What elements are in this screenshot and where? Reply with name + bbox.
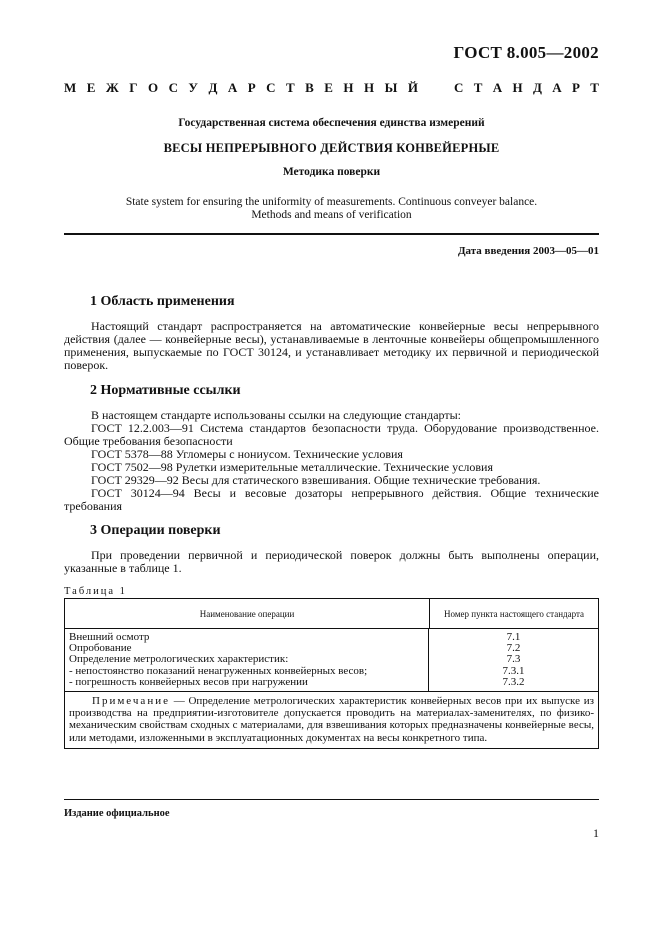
- document-number: ГОСТ 8.005—2002: [453, 43, 599, 62]
- table-row-operation: - непостоянство показаний ненагруженных конвейерных весов;: [69, 664, 368, 677]
- table-row-clause: 7.3: [506, 653, 521, 666]
- table-row-operation: - погрешность конвейерных весов при нагружении: [69, 675, 308, 688]
- page-number: 1: [593, 826, 599, 840]
- section-1-heading: 1 Область применения: [90, 294, 235, 309]
- system-title: Государственная система обеспечения единства измерений: [178, 117, 485, 129]
- table-row-clause: 7.2: [506, 642, 521, 655]
- reference-item: ГОСТ 29329—92 Весы для статического взвешивания. Общие технические требования.: [91, 473, 541, 487]
- document-title: ВЕСЫ НЕПРЕРЫВНОГО ДЕЙСТВИЯ КОНВЕЙЕРНЫЕ: [163, 141, 500, 155]
- english-title-line-1: State system for ensuring the uniformity of measurements. Continuous conveyer balance.: [125, 196, 538, 208]
- reference-item: ГОСТ 5378—88 Угломеры с нониусом. Технические условия: [91, 447, 403, 461]
- operations-table: [64, 598, 599, 749]
- reference-item: ГОСТ 7502—98 Рулетки измерительные металлические. Технические условия: [91, 460, 493, 474]
- table-body: [65, 629, 598, 692]
- reference-item: ГОСТ 30124—94 Весы и весовые дозаторы непрерывного действия. Общие технические требования: [64, 486, 599, 513]
- section-1-paragraph: Настоящий стандарт распространяется на автоматические конвейерные весы непрерывного действия (далее — конвейерные весы), устанавливаемые в ленточные конвейеры общепромышленного применения, выпускаемые по ГОСТ 30124, и устанавливает методику их первичной и периодической поверок.: [64, 319, 599, 372]
- clause-column: [429, 632, 598, 688]
- table-note: [65, 692, 598, 748]
- table-row-operation: Определение метрологических характеристик:: [69, 653, 289, 666]
- column-header-clause: Номер пункта настоящего стандарта: [443, 608, 584, 619]
- english-title: [64, 196, 599, 222]
- official-edition-label: Издание официальное: [64, 808, 170, 819]
- section-3-paragraph: При проведении первичной и периодической поверок должны быть выполнены операции, указанные в таблице 1.: [64, 548, 599, 575]
- document-subtitle: Методика поверки: [282, 166, 381, 178]
- section-2-lead: В настоящем стандарте использованы ссылки на следующие стандарты:: [91, 408, 462, 422]
- footer-divider: [64, 799, 599, 800]
- table-header-row: [65, 599, 598, 629]
- table-caption: Таблица 1: [64, 586, 127, 597]
- note-label: Примечание: [92, 695, 170, 708]
- table-row-operation: Опробование: [69, 642, 132, 655]
- table-row-clause: 7.3.2: [502, 675, 525, 688]
- table-row-operation: Внешний осмотр: [69, 631, 150, 643]
- reference-item: ГОСТ 12.2.003—91 Система стандартов безопасности труда. Оборудование производственное. Общие требования безопасности: [64, 421, 599, 448]
- table-row-clause: 7.1: [506, 631, 521, 643]
- banner-word-interstate: М Е Ж Г О С У Д А Р С Т В Е Н Н Ы Й: [64, 80, 418, 95]
- english-title-line-2: Methods and means of verification: [251, 209, 412, 221]
- introduction-date: Дата введения 2003—05—01: [457, 245, 599, 257]
- standard-type-banner: [64, 80, 599, 96]
- operation-column: [65, 629, 429, 691]
- section-2-heading: 2 Нормативные ссылки: [90, 383, 241, 398]
- note-text: — Определение метрологических характеристик конвейерных весов при их выпуске из производства на предприятии-изготовителе допускается проводить на материалах-заменителях, по физико-механическим свойствам сходных с материалами, для взвешивания которых предназначены конвейерные весы, или методами, изложенными в эксплуатационных документах на весы конкретного типа.: [69, 695, 594, 744]
- column-header-operation: Наименование операции: [65, 599, 430, 628]
- table-row-clause: 7.3.1: [502, 664, 525, 677]
- title-divider: [64, 233, 599, 235]
- section-3-heading: 3 Операции поверки: [90, 523, 221, 538]
- banner-word-standard: С Т А Н Д А Р Т: [454, 80, 599, 95]
